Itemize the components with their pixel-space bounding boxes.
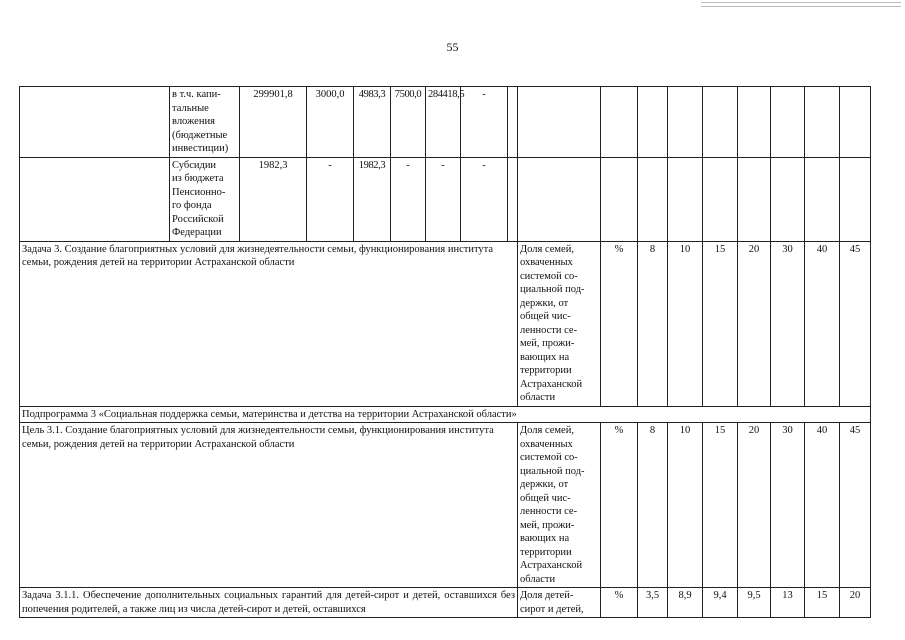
capital-y4: 284418,5: [426, 87, 461, 158]
goal31-value: 45: [840, 423, 871, 588]
capital-total: 299901,8: [240, 87, 307, 158]
empty-cell: [601, 157, 638, 241]
task311-value: 3,5: [638, 588, 668, 618]
empty-cell: [601, 87, 638, 158]
task3-value: 8: [638, 241, 668, 406]
capital-y2: 4983,3: [354, 87, 391, 158]
task311-text: Задача 3.1.1. Обеспечение дополнительных социальных гарантий для детей-сирот и детей, оставшихся без попечения родителей, а также лиц из числа детей-сирот и детей, оставшихся: [20, 588, 518, 618]
goal31-unit: %: [601, 423, 638, 588]
empty-cell: [518, 157, 601, 241]
empty-cell: [20, 157, 170, 241]
empty-cell: [703, 87, 738, 158]
table-row: [20, 588, 871, 618]
empty-cell: [840, 157, 871, 241]
subsidy-y3: -: [391, 157, 426, 241]
task3-value: 30: [771, 241, 805, 406]
scan-edge-lines: [701, 2, 901, 8]
program-table: [19, 86, 871, 618]
task311-value: 13: [771, 588, 805, 618]
task3-unit: %: [601, 241, 638, 406]
page-number: 55: [446, 40, 459, 54]
subsidy-y1: -: [307, 157, 354, 241]
task311-value: 9,4: [703, 588, 738, 618]
subsidy-y4: -: [426, 157, 461, 241]
empty-cell: [703, 157, 738, 241]
table-row: [20, 241, 871, 406]
empty-cell: [638, 157, 668, 241]
capital-y1: 3000,0: [307, 87, 354, 158]
empty-cell: [738, 87, 771, 158]
goal31-value: 40: [805, 423, 840, 588]
task3-value: 20: [738, 241, 771, 406]
empty-cell: [738, 157, 771, 241]
empty-cell: [771, 87, 805, 158]
empty-cell: [840, 87, 871, 158]
task3-value: 45: [840, 241, 871, 406]
goal31-indicator: Доля семей, охваченных системой со- циальной под- держки, от общей чис- ленности се- мей, прожи- вающих на территории Астраханской области: [518, 423, 601, 588]
empty-cell: [805, 87, 840, 158]
subsidy-y5: -: [461, 157, 508, 241]
empty-cell: [771, 157, 805, 241]
task311-indicator: Доля детей- сирот и детей,: [518, 588, 601, 618]
empty-cell: [508, 157, 518, 241]
task311-value: 15: [805, 588, 840, 618]
empty-cell: [668, 157, 703, 241]
subprogram-title: Подпрограмма 3 «Социальная поддержка семьи, материнства и детства на территории Астраханской области»: [20, 406, 871, 423]
subsidy-label: Субсидии из бюджета Пенсионно- го фонда Российской Федерации: [170, 157, 240, 241]
empty-cell: [668, 87, 703, 158]
task311-unit: %: [601, 588, 638, 618]
task311-value: 9,5: [738, 588, 771, 618]
table-row: [20, 423, 871, 588]
capital-y3: 7500,0: [391, 87, 426, 158]
goal31-value: 30: [771, 423, 805, 588]
goal31-value: 8: [638, 423, 668, 588]
goal31-value: 10: [668, 423, 703, 588]
task3-value: 10: [668, 241, 703, 406]
task3-text: Задача 3. Создание благоприятных условий для жизнедеятельности семьи, функционирования института семьи, рождения детей на территории Астраханской области: [20, 241, 518, 406]
capital-label: в т.ч. капи- тальные вложения (бюджетные инвестиции): [170, 87, 240, 158]
task3-indicator: Доля семей, охваченных системой со- циальной под- держки, от общей чис- ленности се- мей, прожи- вающих на территории Астраханской области: [518, 241, 601, 406]
goal31-value: 15: [703, 423, 738, 588]
goal31-text: Цель 3.1. Создание благоприятных условий для жизнедеятельности семьи, функционирования института семьи, рождения детей на территории Астраханской области: [20, 423, 518, 588]
task3-value: 15: [703, 241, 738, 406]
table-row: [20, 87, 871, 158]
subsidy-y2: 1982,3: [354, 157, 391, 241]
task311-value: 20: [840, 588, 871, 618]
goal31-value: 20: [738, 423, 771, 588]
empty-cell: [518, 87, 601, 158]
empty-cell: [20, 87, 170, 158]
task311-value: 8,9: [668, 588, 703, 618]
empty-cell: [638, 87, 668, 158]
empty-cell: [805, 157, 840, 241]
table-row: [20, 406, 871, 423]
empty-cell: [508, 87, 518, 158]
capital-y5: -: [461, 87, 508, 158]
subsidy-total: 1982,3: [240, 157, 307, 241]
task3-value: 40: [805, 241, 840, 406]
table-row: [20, 157, 871, 241]
